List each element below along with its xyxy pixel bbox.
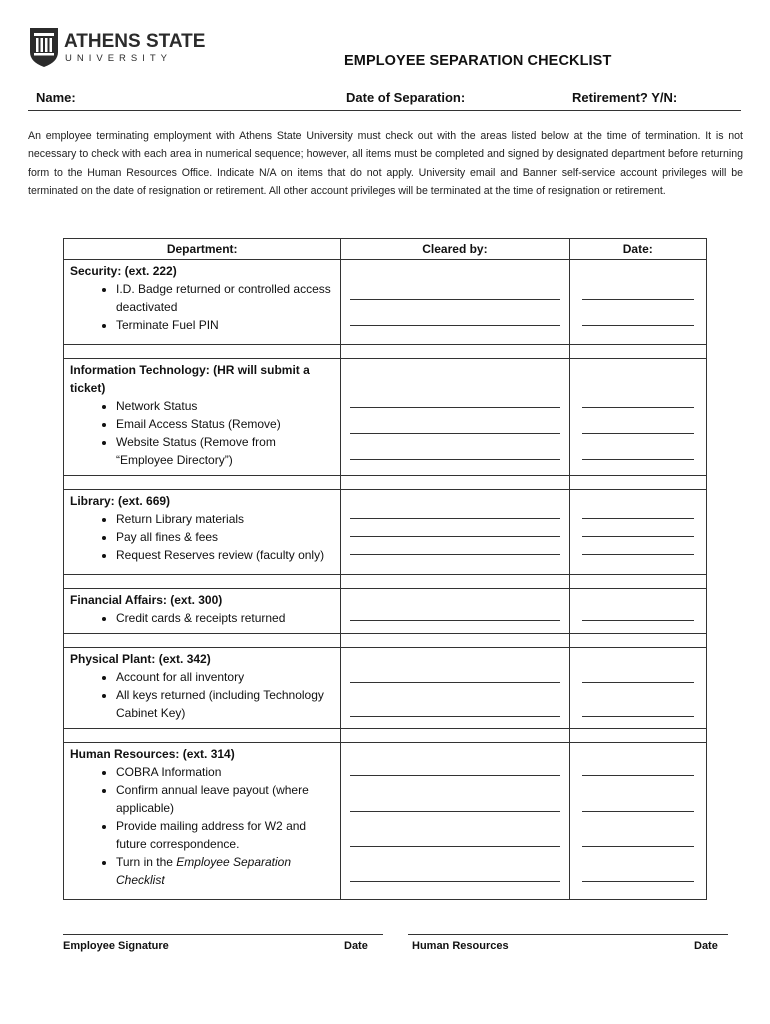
hr-date-label: Date bbox=[694, 940, 718, 952]
section-information-technology bbox=[64, 359, 707, 476]
section-title: Human Resources: (ext. 314) bbox=[70, 747, 235, 761]
university-logo bbox=[28, 26, 208, 68]
list-item: • Email Access Status (Remove) bbox=[116, 415, 334, 433]
employee-date-label: Date bbox=[344, 940, 368, 952]
department-cell bbox=[64, 490, 341, 575]
department-cell bbox=[64, 589, 341, 634]
date-cell[interactable] bbox=[569, 743, 707, 900]
list-item: • Account for all inventory bbox=[116, 668, 334, 686]
cleared-by-cell[interactable] bbox=[341, 260, 569, 345]
date-cell[interactable] bbox=[569, 490, 707, 575]
list-item: • All keys returned (including Technology Cabinet Key) bbox=[116, 686, 334, 722]
section-security bbox=[64, 260, 707, 345]
date-cell[interactable] bbox=[569, 589, 707, 634]
cleared-by-cell[interactable] bbox=[341, 743, 569, 900]
section-title: Financial Affairs: (ext. 300) bbox=[70, 593, 223, 607]
section-human-resources bbox=[64, 743, 707, 900]
header-fields bbox=[28, 90, 741, 111]
section-title: Physical Plant: (ext. 342) bbox=[70, 652, 211, 666]
department-cell bbox=[64, 743, 341, 900]
hr-signature-label: Human Resources bbox=[412, 940, 509, 952]
list-item: • Network Status bbox=[116, 397, 334, 415]
employee-signature-label: Employee Signature bbox=[63, 940, 169, 952]
department-cell bbox=[64, 648, 341, 729]
cleared-by-cell[interactable] bbox=[341, 648, 569, 729]
cleared-by-header: Cleared by: bbox=[341, 239, 569, 260]
department-header: Department: bbox=[64, 239, 341, 260]
date-of-separation-label: Date of Separation: bbox=[346, 90, 466, 105]
section-title: Security: (ext. 222) bbox=[70, 264, 177, 278]
section-title: Information Technology: (HR will submit a ticket) bbox=[70, 363, 310, 395]
list-item: • Return Library materials bbox=[116, 510, 334, 528]
cleared-by-cell[interactable] bbox=[341, 490, 569, 575]
list-item: • Provide mailing address for W2 and future correspondence. bbox=[116, 817, 334, 853]
list-item: • COBRA Information bbox=[116, 763, 334, 781]
logo-line2: UNIVERSITY bbox=[65, 53, 173, 64]
document-title: EMPLOYEE SEPARATION CHECKLIST bbox=[344, 53, 612, 69]
section-title: Library: (ext. 669) bbox=[70, 494, 171, 508]
retirement-label: Retirement? Y/N: bbox=[572, 90, 678, 105]
date-cell[interactable] bbox=[569, 260, 707, 345]
cleared-by-cell[interactable] bbox=[341, 359, 569, 476]
date-cell[interactable] bbox=[569, 648, 707, 729]
name-label: Name: bbox=[36, 90, 76, 105]
department-cell bbox=[64, 359, 341, 476]
section-library bbox=[64, 490, 707, 575]
list-item: • Request Reserves review (faculty only) bbox=[116, 546, 334, 564]
list-item: • Confirm annual leave payout (where applicable) bbox=[116, 781, 334, 817]
date-cell[interactable] bbox=[569, 359, 707, 476]
date-header: Date: bbox=[569, 239, 707, 260]
list-item: • Turn in the Employee Separation Checklist bbox=[116, 853, 334, 889]
section-physical-plant bbox=[64, 648, 707, 729]
checklist-table bbox=[63, 238, 707, 900]
department-cell bbox=[64, 260, 341, 345]
hr-signature-line[interactable] bbox=[408, 934, 728, 935]
list-item: • Website Status (Remove from “Employee Directory”) bbox=[116, 433, 334, 469]
intro-paragraph: An employee terminating employment with Athens State University must check out with the areas listed below at the time of termination. It is not necessary to check with each area in numerical sequence; however, all items must be completed and signed by designated department before returning form to the Human Resources Office. Indicate N/A on items that do not apply. University email and Banner self-service account privileges will be terminated on the date of resignation or retirement. All other account privileges will be terminated at the time of resignation or retirement. bbox=[28, 130, 743, 198]
employee-signature-line[interactable] bbox=[63, 934, 383, 935]
shield-icon bbox=[30, 28, 58, 67]
list-item: • Credit cards & receipts returned bbox=[116, 609, 334, 627]
table-header-row bbox=[64, 239, 707, 260]
list-item: • I.D. Badge returned or controlled access deactivated bbox=[116, 280, 334, 316]
cleared-by-cell[interactable] bbox=[341, 589, 569, 634]
logo-line1: ATHENS STATE bbox=[64, 31, 206, 52]
list-item: • Pay all fines & fees bbox=[116, 528, 334, 546]
list-item: • Terminate Fuel PIN bbox=[116, 316, 334, 334]
section-financial-affairs bbox=[64, 589, 707, 634]
